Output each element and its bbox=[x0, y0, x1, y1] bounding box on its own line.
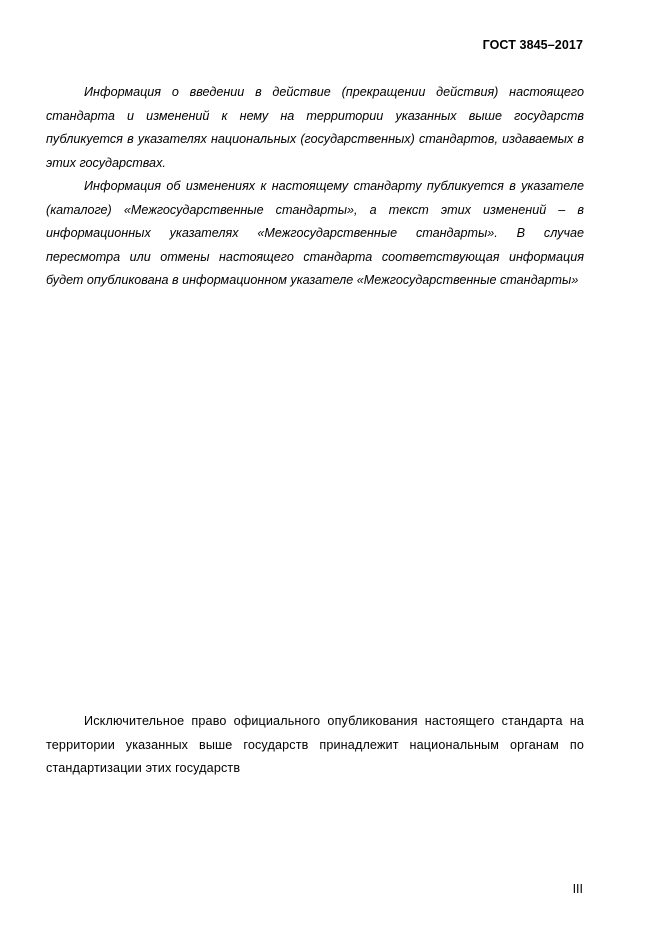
document-code: ГОСТ 3845–2017 bbox=[482, 38, 583, 52]
rights-section bbox=[46, 710, 584, 781]
rights-paragraph: Исключительное право официального опубликования настоящего стандарта на территории указанных выше государств принадлежит национальным органам по стандартизации этих государств bbox=[46, 714, 584, 775]
page-number: III bbox=[572, 882, 583, 896]
info-section bbox=[46, 81, 584, 293]
info-paragraph-effect: Информация о введении в действие (прекращении действия) настоящего стандарта и изменений к нему на территории указанных выше государств публикуется в указателях национальных (государственных) стандартов, издаваемых в этих государствах. bbox=[46, 85, 584, 170]
info-paragraph-changes: Информация об изменениях к настоящему стандарту публикуется в указателе (каталоге) «Межгосударственные стандарты», а текст этих изменений – в информационных указателях «Межгосударственные стандарты». В случае пересмотра или отмены настоящего стандарта соответствующая информация будет опубликована в информационном указателе «Межгосударственные стандарты» bbox=[46, 179, 584, 287]
